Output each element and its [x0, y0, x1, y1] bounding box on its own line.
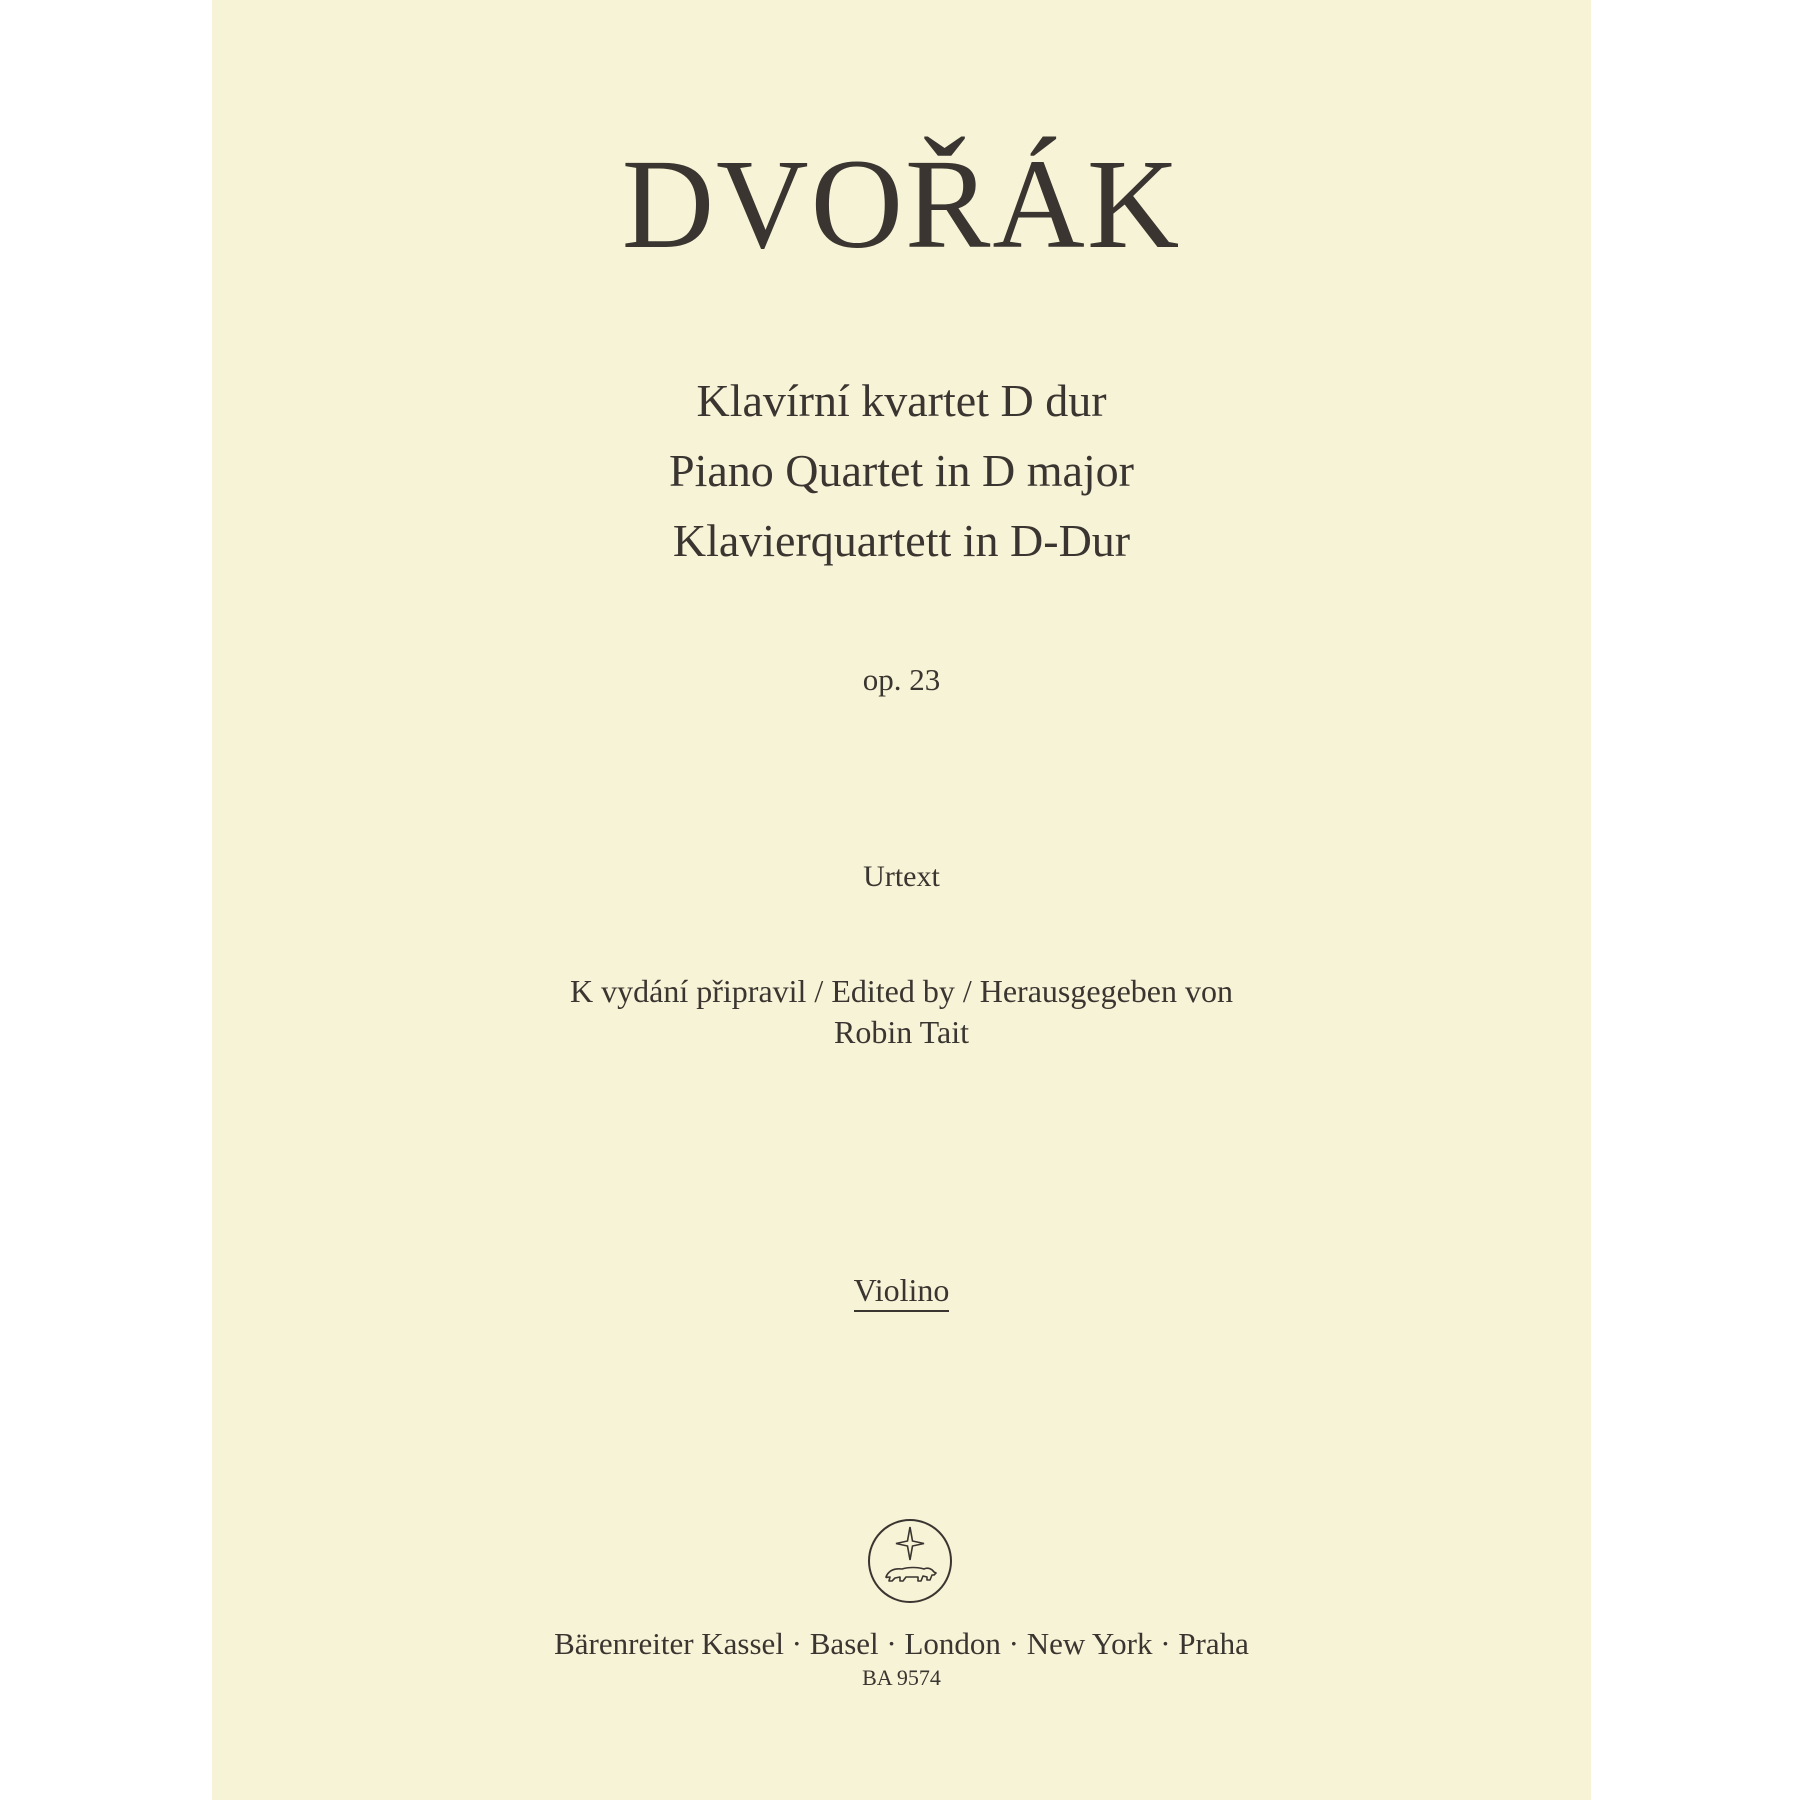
publisher-line: Bärenreiter Kassel · Basel · London · New York · Praha	[554, 1626, 1249, 1661]
composer-name: DVOŘÁK	[621, 133, 1182, 275]
barenreiter-bear-star-logo-icon	[866, 1517, 954, 1605]
title-english: Piano Quartet in D major	[668, 445, 1134, 496]
score-cover	[212, 0, 1591, 1800]
instrument-part	[212, 1272, 1591, 1309]
edition-type: Urtext	[863, 860, 940, 893]
title-german: Klavierquartett in D-Dur	[672, 515, 1131, 566]
editor-label: K vydání připravil / Edited by / Herausgegeben von	[570, 973, 1233, 1009]
catalog-number: BA 9574	[862, 1665, 941, 1690]
title-czech: Klavírní kvartet D dur	[696, 375, 1107, 426]
instrument-part-label: Violino	[854, 1272, 950, 1312]
opus-number: op. 23	[862, 662, 941, 697]
editor-name: Robin Tait	[834, 1014, 969, 1050]
